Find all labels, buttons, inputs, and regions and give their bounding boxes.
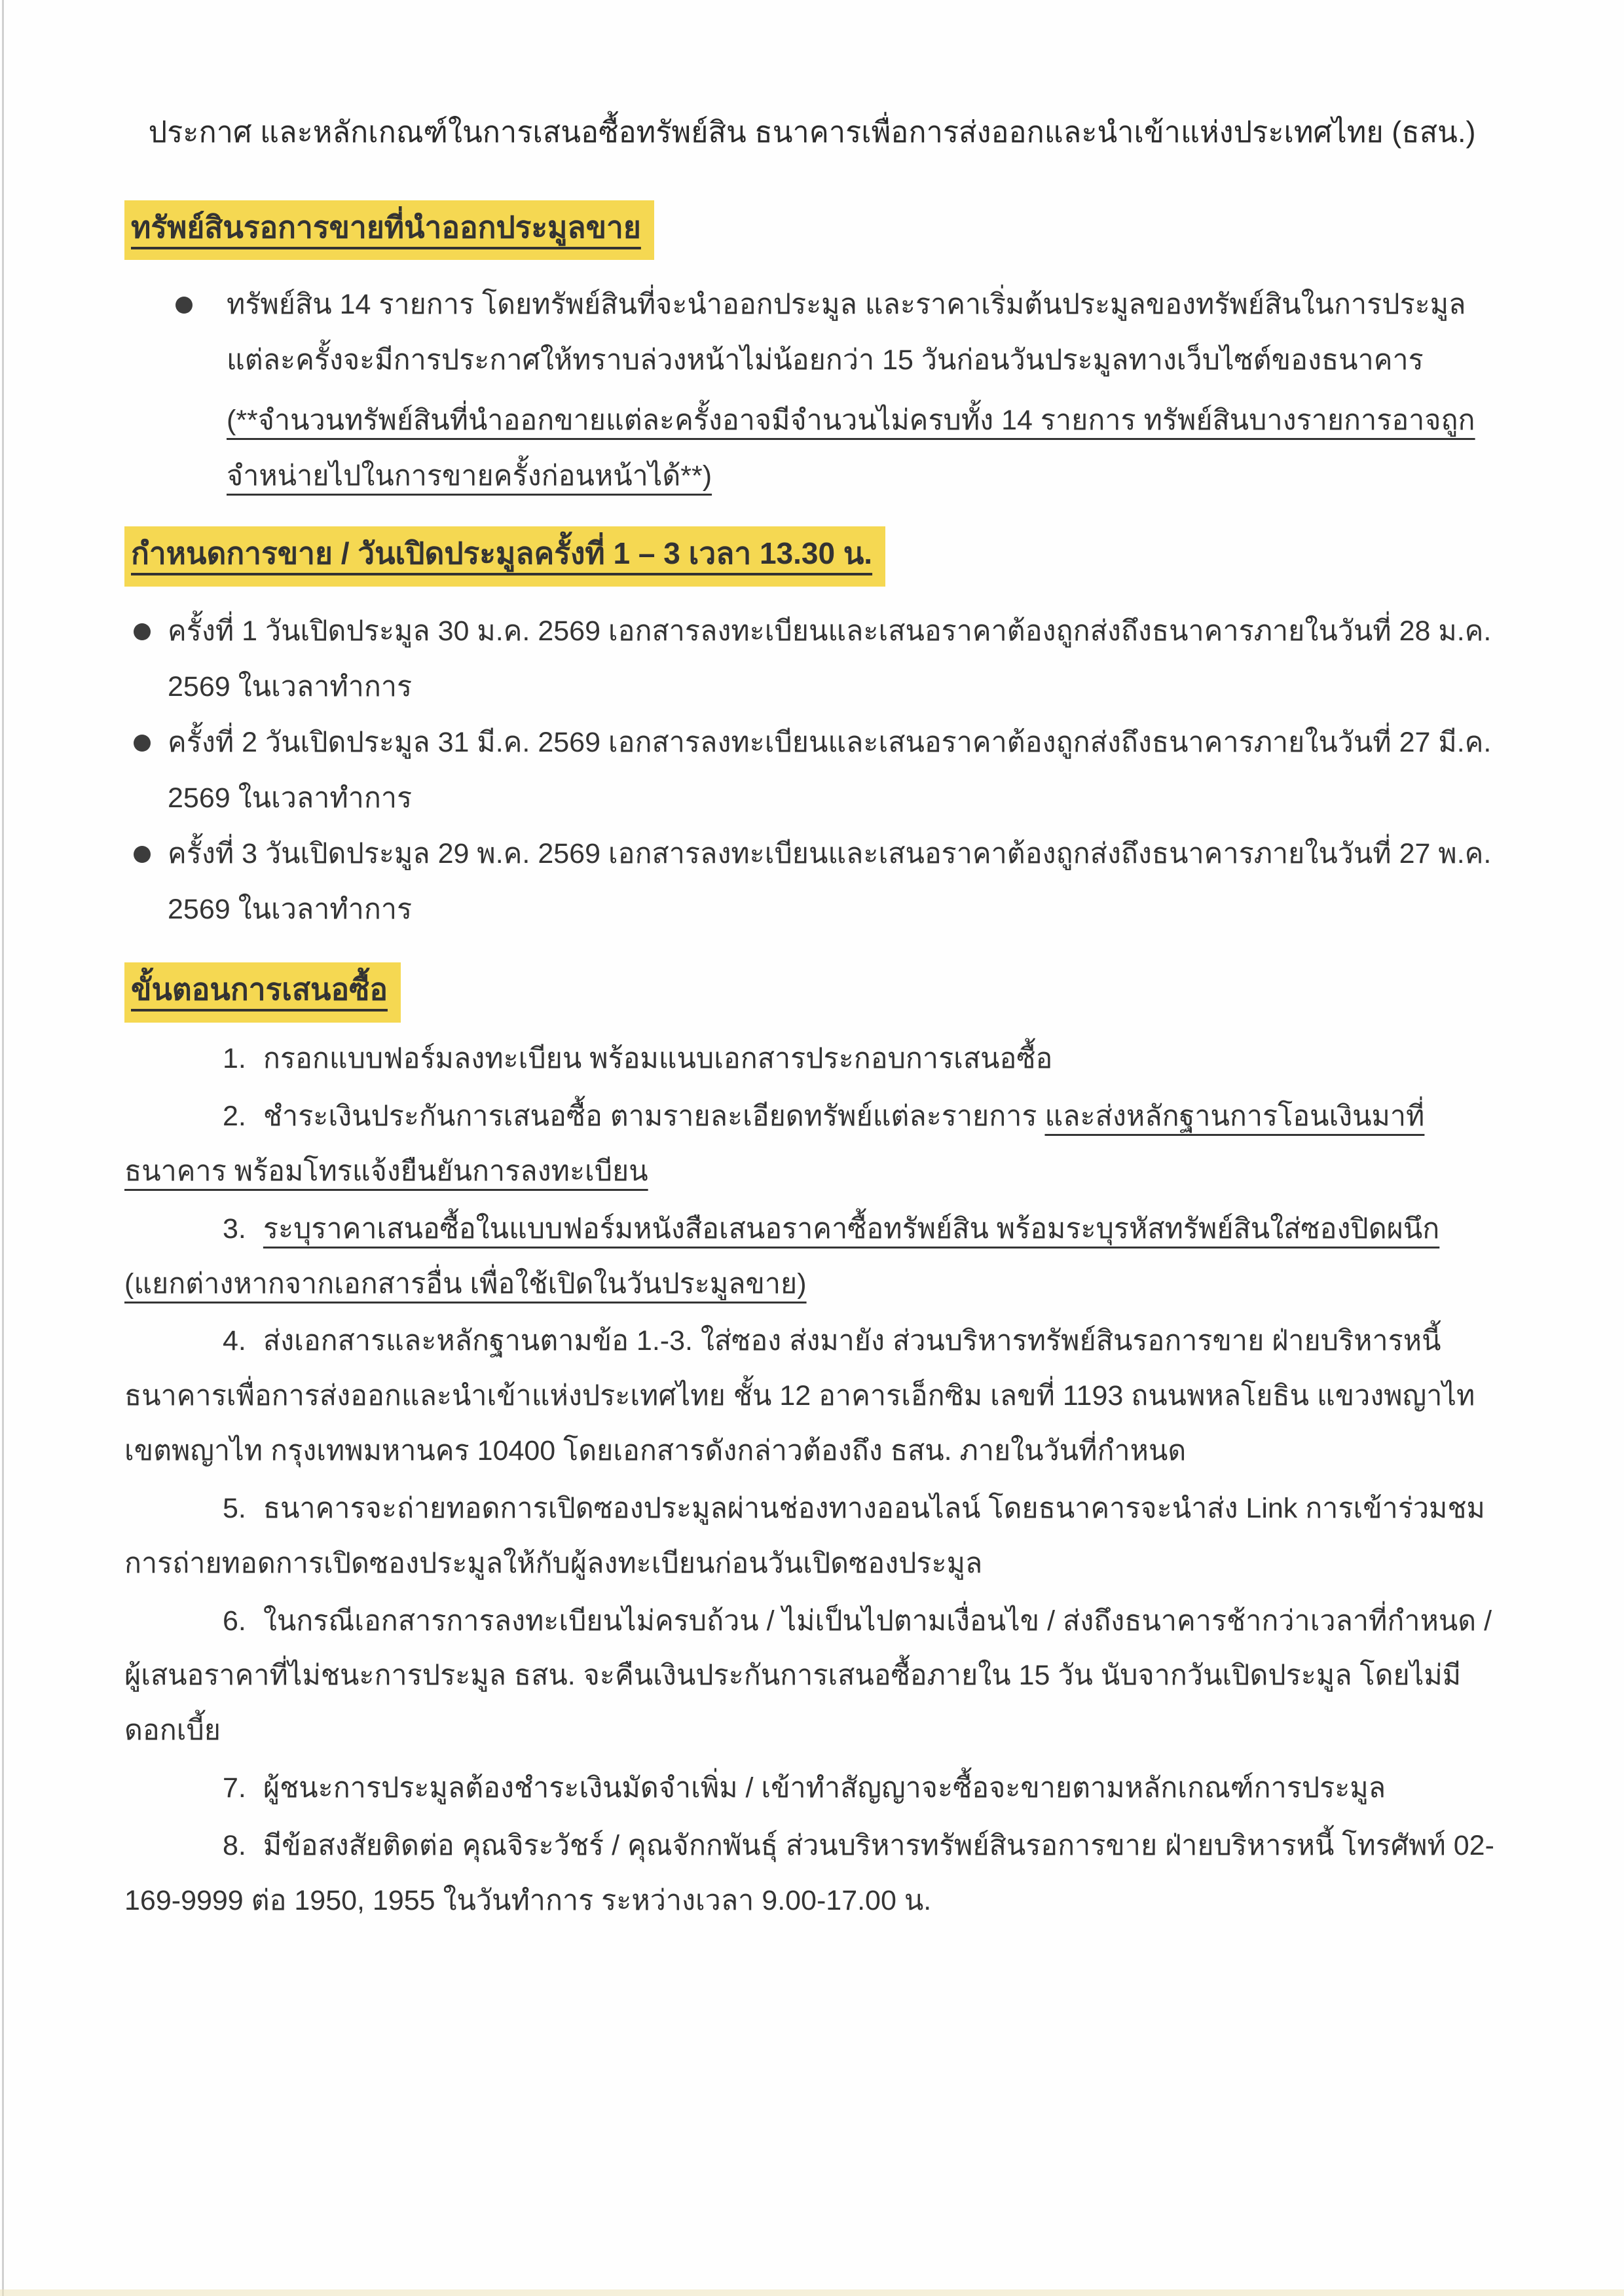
- step-text: ส่งเอกสารและหลักฐานตามข้อ 1.-3. ใส่ซอง ส่งมายัง ส่วนบริหารทรัพย์สินรอการขาย ฝ่ายบริหารหนี้ ธนาคารเพื่อการส่งออกและนำเข้าแห่งประเทศไทย ชั้น 12 อาคารเอ็กซิม เลขที่ 1193 ถนนพหลโยธิน แขวงพญาไท เขตพญาไท กรุงเทพมหานคร 10400 โดยเอกสารดังกล่าวต้องถึง ธสน. ภายในวันที่กำหนด: [124, 1325, 1475, 1467]
- step-number: 2.: [223, 1100, 246, 1132]
- step-item-6: [124, 1594, 1500, 1759]
- step-number: 6.: [223, 1605, 246, 1637]
- step-number: 1.: [223, 1043, 246, 1075]
- schedule-list-item: [124, 604, 1500, 715]
- assets-bullet-text: ทรัพย์สิน 14 รายการ โดยทรัพย์สินที่จะนำออกประมูล และราคาเริ่มต้นประมูลของทรัพย์สินในการประมูลแต่ละครั้งจะมีการประกาศให้ทราบล่วงหน้าไม่น้อยกว่า 15 วันก่อนวันประมูลทางเว็บไซต์ของธนาคาร: [227, 289, 1466, 376]
- schedule-bullet-text: ครั้งที่ 1 วันเปิดประมูล 30 ม.ค. 2569 เอกสารลงทะเบียนและเสนอราคาต้องถูกส่งถึงธนาคารภายในวันที่ 28 ม.ค. 2569 ในเวลาทำการ: [168, 615, 1492, 702]
- step-item-5: [124, 1482, 1500, 1592]
- bullet-icon: [175, 297, 193, 314]
- scan-edge-bottom: [0, 2289, 1624, 2296]
- step-text: กรอกแบบฟอร์มลงทะเบียน พร้อมแนบเอกสารประกอบการเสนอซื้อ: [263, 1043, 1053, 1075]
- step-number: 4.: [223, 1325, 246, 1357]
- section-schedule: [124, 526, 1500, 938]
- step-item-4: [124, 1314, 1500, 1479]
- section-assets: [124, 200, 1500, 504]
- step-item-2: [124, 1089, 1500, 1199]
- bullet-icon: [134, 735, 151, 752]
- schedule-list-item: [124, 715, 1500, 826]
- step-text: ผู้ชนะการประมูลต้องชำระเงินมัดจำเพิ่ม / เข้าทำสัญญาจะซื้อจะขายตามหลักเกณฑ์การประมูล: [263, 1772, 1386, 1804]
- schedule-bullet-text: ครั้งที่ 2 วันเปิดประมูล 31 มี.ค. 2569 เอกสารลงทะเบียนและเสนอราคาต้องถูกส่งถึงธนาคารภายในวันที่ 27 มี.ค. 2569 ในเวลาทำการ: [168, 726, 1492, 814]
- step-text: มีข้อสงสัยติดต่อ คุณจิระวัชร์ / คุณจักกพันธุ์ ส่วนบริหารทรัพย์สินรอการขาย ฝ่ายบริหารหนี้ โทรศัพท์ 02-169-9999 ต่อ 1950, 1955 ในวันทำการ ระหว่างเวลา 9.00-17.00 น.: [124, 1829, 1494, 1916]
- step-item-7: [124, 1761, 1500, 1816]
- section-heading-schedule: กำหนดการขาย / วันเปิดประมูลครั้งที่ 1 – 3 เวลา 13.30 น.: [124, 526, 885, 587]
- step-text: ในกรณีเอกสารการลงทะเบียนไม่ครบถ้วน / ไม่เป็นไปตามเงื่อนไข / ส่งถึงธนาคารช้ากว่าเวลาที่กำหนด /ผู้เสนอราคาที่ไม่ชนะการประมูล ธสน. จะคืนเงินประกันการเสนอซื้อภายใน 15 วัน นับจากวันเปิดประมูล โดยไม่มีดอกเบี้ย: [124, 1605, 1492, 1747]
- section-heading-assets: ทรัพย์สินรอการขายที่นำออกประมูลขาย: [124, 200, 654, 261]
- section-procedure-heading-wrap: [124, 962, 1500, 1023]
- step-text: ธนาคารจะถ่ายทอดการเปิดซองประมูลผ่านช่องทางออนไลน์ โดยธนาคารจะนำส่ง Link การเข้าร่วมชมการถ่ายทอดการเปิดซองประมูลให้กับผู้ลงทะเบียนก่อนวันเปิดซองประมูล: [124, 1492, 1485, 1579]
- section-heading-procedure: ขั้นตอนการเสนอซื้อ: [124, 962, 401, 1023]
- step-number: 3.: [223, 1212, 246, 1245]
- section-schedule-heading-wrap: [124, 526, 1500, 587]
- schedule-bullet-text: ครั้งที่ 3 วันเปิดประมูล 29 พ.ค. 2569 เอกสารลงทะเบียนและเสนอราคาต้องถูกส่งถึงธนาคารภายในวันที่ 27 พ.ค. 2569 ในเวลาทำการ: [168, 838, 1492, 926]
- document-content: [124, 110, 1500, 1931]
- step-text-underlined: ระบุราคาเสนอซื้อในแบบฟอร์มหนังสือเสนอราคาซื้อทรัพย์สิน พร้อมระบุรหัสทรัพย์สินใส่ซองปิดผนึก (แยกต่างหากจากเอกสารอื่น เพื่อใช้เปิดในวันประมูลขาย): [124, 1212, 1440, 1300]
- step-number: 8.: [223, 1829, 246, 1861]
- step-item-1: [124, 1032, 1500, 1087]
- scan-edge-left: [2, 0, 4, 2296]
- step-number: 7.: [223, 1772, 246, 1804]
- page-title: ประกาศ และหลักเกณฑ์ในการเสนอซื้อทรัพย์สิน ธนาคารเพื่อการส่งออกและนำเข้าแห่งประเทศไทย (ธสน.): [148, 115, 1476, 149]
- section-procedure: [124, 962, 1500, 1928]
- bullet-icon: [134, 846, 151, 863]
- assets-list-item: [124, 277, 1500, 388]
- step-number: 5.: [223, 1492, 246, 1524]
- step-text-underlined: และส่งหลักฐานการโอนเงินมาที่ธนาคาร พร้อมโทรแจ้งยืนยันการลงทะเบียน: [124, 1100, 1425, 1187]
- section-assets-heading-wrap: [124, 200, 1500, 261]
- bullet-icon: [134, 623, 151, 640]
- procedure-steps: [124, 1032, 1500, 1929]
- step-text: ชำระเงินประกันการเสนอซื้อ ตามรายละเอียดทรัพย์แต่ละรายการ: [263, 1100, 1045, 1132]
- schedule-list-item: [124, 826, 1500, 938]
- assets-note: (**จำนวนทรัพย์สินที่นำออกขายแต่ละครั้งอาจมีจำนวนไม่ครบทั้ง 14 รายการ ทรัพย์สินบางรายการอาจถูกจำหน่ายไปในการขายครั้งก่อนหน้าได้**): [227, 404, 1475, 492]
- step-item-3: [124, 1202, 1500, 1312]
- step-item-8: [124, 1819, 1500, 1929]
